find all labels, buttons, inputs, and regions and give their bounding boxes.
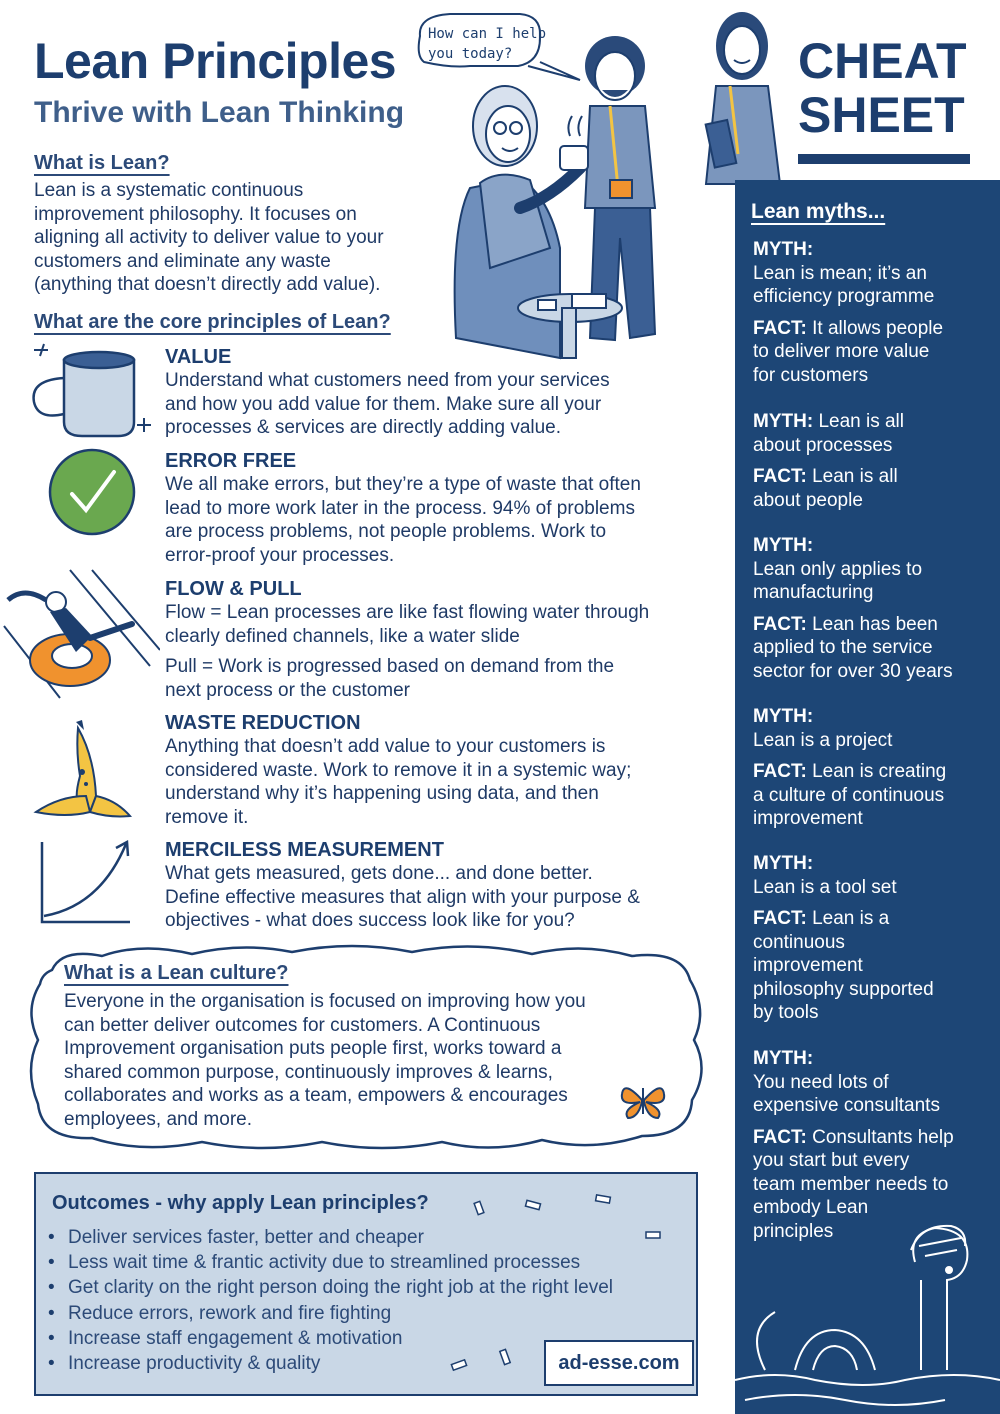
list-item: • Reduce errors, rework and fire fighting: [68, 1301, 613, 1326]
text-line: Understand what customers need from your services: [165, 370, 610, 391]
text-line: understand why it’s happening using data, and then: [165, 783, 599, 804]
myths-heading: Lean myths...: [751, 200, 886, 223]
text-line: Everyone in the organisation is focused on improving how you: [64, 991, 586, 1012]
myth-text: You need lots of: [753, 1071, 889, 1093]
fact-label: FACT:: [753, 613, 807, 635]
speech-line-2: you today?: [428, 46, 513, 62]
myth-fact-block: [753, 705, 991, 831]
cheat-sheet-title: [798, 34, 967, 142]
text-line: clearly defined channels, like a water slide: [165, 625, 520, 647]
text-line: shared common purpose, continuously improves & learns,: [64, 1061, 553, 1083]
list-item: • Deliver services faster, better and cheaper: [68, 1225, 613, 1250]
fact-label: FACT:: [753, 1126, 807, 1148]
myth-text: manufacturing: [753, 582, 874, 603]
text-line: Pull = Work is progressed based on demand from the: [165, 656, 615, 677]
principle-waste-title: WASTE REDUCTION: [165, 712, 361, 734]
myth-label: MYTH:: [753, 706, 814, 727]
principle-error-free-text: [165, 473, 705, 567]
fact-text: team member needs to: [753, 1173, 949, 1195]
text-line: collaborates and works as a team, empowers & encourages: [64, 1085, 568, 1106]
text-line: are process problems, not people problems. Work to: [165, 521, 607, 542]
text-line: What gets measured, gets done... and done better.: [165, 863, 593, 884]
fact-text: Lean has been: [812, 613, 938, 635]
office-scene-illustration: [410, 8, 730, 363]
myth-label: MYTH:: [753, 853, 814, 874]
principle-measurement-text: [165, 862, 705, 933]
fact-label: FACT:: [753, 761, 807, 782]
text-line: Lean is a systematic continuous: [34, 180, 304, 201]
myth-fact-block: [753, 534, 991, 683]
myth-label: MYTH:: [753, 411, 814, 432]
principle-waste-text: [165, 735, 705, 829]
principle-value-text: [165, 369, 705, 440]
checkmark-circle-icon: [46, 446, 138, 538]
fact-first-line: [753, 907, 991, 931]
outcomes-box: [34, 1172, 698, 1396]
fact-text: to deliver more value: [753, 341, 930, 362]
fact-text: philosophy supported: [753, 978, 934, 1000]
text-line: considered waste. Work to remove it in a systemic way;: [165, 759, 632, 781]
principle-value-title: VALUE: [165, 346, 232, 368]
fact-text: improvement: [753, 955, 863, 976]
text-line: remove it.: [165, 806, 249, 828]
principle-measurement-title: MERCILESS MEASUREMENT: [165, 839, 444, 861]
confetti-decoration: [466, 1188, 686, 1248]
fact-first-line: [753, 760, 991, 784]
lean-culture-heading: What is a Lean culture?: [64, 962, 289, 984]
loch-ness-monster-icon: [735, 1220, 1000, 1414]
text-line: aligning all activity to deliver value to your: [34, 227, 384, 248]
outcomes-heading: Outcomes - why apply Lean principles?: [52, 1192, 429, 1214]
myth-text: expensive consultants: [753, 1095, 940, 1116]
fact-text: Lean is creating: [812, 761, 947, 782]
text-line: next process or the customer: [165, 679, 410, 701]
banana-peel-icon: [30, 716, 140, 822]
cheat-line: CHEAT: [798, 33, 967, 89]
text-line: Define effective measures that align with your purpose &: [165, 886, 640, 908]
fact-text: It allows people: [812, 317, 944, 339]
sheet-line: SHEET: [798, 87, 965, 143]
myth-fact-block: [753, 410, 991, 512]
principle-flow-pull-title: FLOW & PULL: [165, 578, 302, 600]
lean-culture-text: [64, 990, 654, 1131]
list-item: • Increase productivity & quality: [68, 1351, 613, 1376]
confetti-decoration: [446, 1344, 546, 1384]
myths-panel: [735, 180, 1000, 1414]
text-line: processes & services are directly adding value.: [165, 417, 562, 438]
speech-bubble: [419, 14, 580, 80]
fact-text: Lean is a: [812, 908, 890, 929]
myth-text: Lean only applies to: [753, 558, 923, 580]
fact-label: FACT:: [753, 466, 807, 487]
text-line: employees, and more.: [64, 1108, 252, 1130]
text-line: Improvement organisation puts people first, works toward a: [64, 1038, 562, 1059]
growth-chart-icon: [30, 836, 140, 928]
text-line: (anything that doesn’t directly add value).: [34, 274, 381, 295]
fact-text: Lean is all: [812, 466, 898, 487]
fact-text: improvement: [753, 808, 863, 829]
fact-text: applied to the service: [753, 637, 933, 658]
text-line: Flow = Lean processes are like fast flowing water through: [165, 602, 650, 623]
fact-first-line: [753, 613, 991, 637]
mug-icon: [26, 338, 156, 442]
myth-label: MYTH:: [753, 535, 814, 556]
title-underline-bar: [798, 154, 970, 164]
text-line: lead to more work later in the process. 94% of problems: [165, 497, 635, 519]
text-line: improvement philosophy. It focuses on: [34, 203, 357, 225]
myth-fact-block: [753, 1047, 991, 1243]
fact-text: principles: [753, 1220, 834, 1242]
text-line: and how you add value for them. Make sure all your: [165, 393, 602, 415]
text-line: can better deliver outcomes for customers. A Continuous: [64, 1014, 541, 1036]
fact-text: a culture of continuous: [753, 784, 945, 806]
principle-flow-text: [165, 601, 705, 648]
fact-label: FACT:: [753, 317, 807, 339]
website-link[interactable]: ad-esse.com: [544, 1340, 694, 1386]
page-subtitle: Thrive with Lean Thinking: [34, 96, 405, 129]
list-item: • Get clarity on the right person doing the right job at the right level: [68, 1275, 613, 1300]
text-line: We all make errors, but they’re a type of waste that often: [165, 474, 641, 495]
fact-first-line: [753, 1126, 991, 1150]
myth-text: about processes: [753, 434, 893, 456]
principle-pull-text: [165, 655, 705, 702]
fact-text: by tools: [753, 1002, 819, 1023]
what-is-lean-heading: What is Lean?: [34, 152, 170, 174]
fact-text: you start but every: [753, 1150, 910, 1171]
myth-label: MYTH:: [753, 239, 814, 260]
fact-first-line: [753, 465, 991, 489]
myth-text: Lean is a project: [753, 729, 893, 751]
speech-line-1: How can I help: [428, 26, 547, 42]
myth-fact-block: [753, 852, 991, 1025]
fact-text: Consultants help: [812, 1126, 954, 1148]
fact-text: embody Lean: [753, 1197, 869, 1218]
list-item: • Less wait time & frantic activity due to streamlined processes: [68, 1250, 613, 1275]
myth-first-line: [753, 410, 991, 434]
myth-fact-block: [753, 238, 991, 387]
text-line: objectives - what does success look like for you?: [165, 910, 575, 931]
core-principles-heading: What are the core principles of Lean?: [34, 311, 391, 333]
page-title: Lean Principles: [34, 33, 397, 89]
clipboard-woman-illustration: [700, 4, 800, 204]
fact-first-line: [753, 317, 991, 341]
text-line: Anything that doesn’t add value to your customers is: [165, 736, 606, 757]
myth-text: Lean is a tool set: [753, 876, 897, 898]
fact-text: continuous: [753, 931, 845, 953]
fact-text: sector for over 30 years: [753, 660, 953, 682]
principle-error-free-title: ERROR FREE: [165, 450, 297, 472]
list-item: • Increase staff engagement & motivation: [68, 1326, 613, 1351]
fact-text: for customers: [753, 364, 869, 386]
fact-text: about people: [753, 489, 863, 511]
myth-text: Lean is mean; it’s an: [753, 262, 927, 284]
text-line: error-proof your processes.: [165, 544, 395, 566]
water-slide-icon: [0, 566, 160, 700]
what-is-lean-text: [34, 179, 454, 297]
text-line: customers and eliminate any waste: [34, 250, 331, 272]
fact-label: FACT:: [753, 908, 807, 929]
myth-text: Lean is all: [818, 411, 904, 432]
myth-label: MYTH:: [753, 1048, 814, 1069]
butterfly-icon: [618, 1080, 668, 1120]
myth-text: efficiency programme: [753, 286, 935, 307]
